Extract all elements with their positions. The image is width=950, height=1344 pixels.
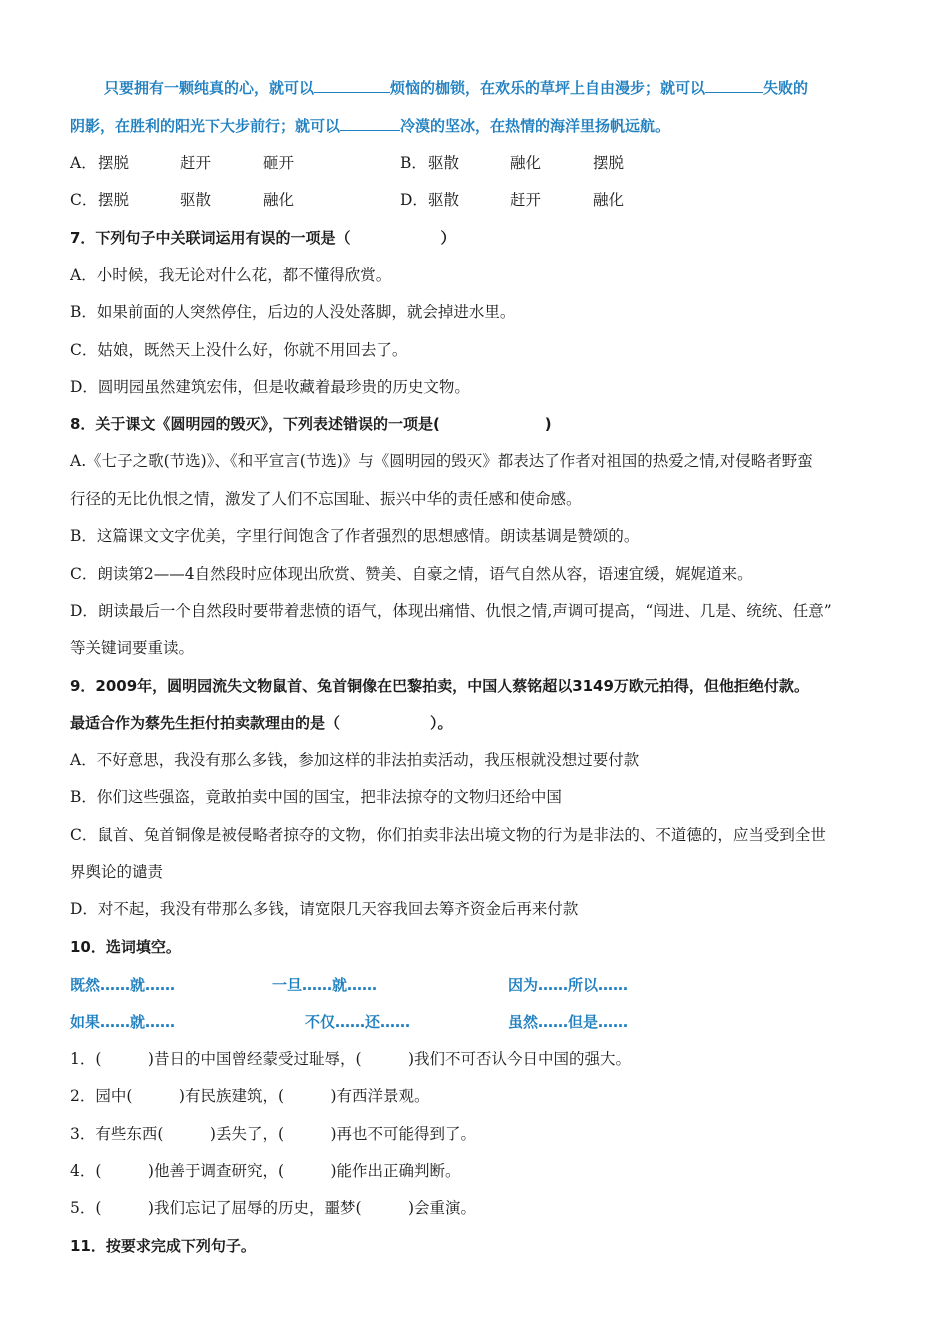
- q8-option-a-line-1: A.《七子之歌(节选)》、《和平宣言(节选)》与《圆明园的毁灭》都表达了作者对祖国的热爱之情,对侵略者野蛮: [70, 452, 813, 470]
- answer-blank: [314, 78, 390, 93]
- q6-option-c-w2: 驱散: [180, 191, 212, 209]
- q6-option-c-w3: 融化: [263, 191, 295, 209]
- q10-item-4: 4．( )他善于调查研究，( )能作出正确判断。: [70, 1162, 461, 1180]
- connector-3: 因为……所以……: [508, 976, 629, 994]
- q10-item-2: 2．园中( )有民族建筑，( )有西洋景观。: [70, 1087, 430, 1105]
- q6-option-b-w1: 驱散: [428, 154, 460, 172]
- answer-blank: [705, 78, 763, 93]
- q8-option-d-line-1: D．朗读最后一个自然段时要带着悲愤的语气，体现出痛惜、仇恨之情,声调可提高，“闯进、几是、统统、任意”: [70, 602, 832, 620]
- q6-option-a-label: A．: [70, 154, 97, 172]
- q6-option-d-w2: 赶开: [510, 191, 542, 209]
- q7-option-b: B．如果前面的人突然停住，后边的人没处落脚，就会掉进水里。: [70, 303, 516, 321]
- q8-option-d-line-2: 等关键词要重读。: [70, 639, 195, 657]
- q6-option-a-w3: 砸开: [263, 154, 295, 172]
- q6-option-a-w1: 摆脱: [98, 154, 130, 172]
- q9-option-a: A．不好意思，我没有那么多钱，参加这样的非法拍卖活动，我压根就没想过要付款: [70, 751, 640, 769]
- q9-stem-line-1: 9．2009年，圆明园流失文物鼠首、兔首铜像在巴黎拍卖，中国人蔡铭超以3149万欧元拍得，但他拒绝付款。: [70, 677, 809, 695]
- connector-5: 不仅……还……: [305, 1013, 411, 1031]
- q7-option-a: A．小时候，我无论对什么花，都不懂得欣赏。: [70, 266, 392, 284]
- q6-option-b-w2: 融化: [510, 154, 542, 172]
- q9-option-d: D．对不起，我没有带那么多钱，请宽限几天容我回去筹齐资金后再来付款: [70, 900, 579, 918]
- q10-item-5: 5．( )我们忘记了屈辱的历史，噩梦( )会重演。: [70, 1199, 477, 1217]
- q8-option-c: C．朗读第2——4自然段时应体现出欣赏、赞美、自豪之情，语气自然从容，语速宜缓，娓娓道来。: [70, 565, 753, 583]
- q6-option-c-label: C．: [70, 191, 98, 209]
- q8-option-b: B．这篇课文文字优美，字里行间饱含了作者强烈的思想感情。朗读基调是赞颂的。: [70, 527, 640, 545]
- q6-option-d-label: D．: [400, 191, 428, 209]
- q6-passage-line-1: 只要拥有一颗纯真的心，就可以 烦恼的枷锁，在欢乐的草坪上自由漫步；就可以 失败的: [104, 79, 809, 97]
- q11-stem: 11．按要求完成下列句子。: [70, 1237, 256, 1255]
- q10-stem: 10．选词填空。: [70, 938, 181, 956]
- q9-option-c-line-1: C．鼠首、兔首铜像是被侵略者掠夺的文物，你们拍卖非法出境文物的行为是非法的、不道德的，应当受到全世: [70, 826, 826, 844]
- connector-6: 虽然……但是……: [508, 1013, 629, 1031]
- q6-option-d-w1: 驱散: [428, 191, 460, 209]
- q7-option-c: C．姑娘，既然天上没什么好，你就不用回去了。: [70, 341, 408, 359]
- connector-1: 既然……就……: [70, 976, 176, 994]
- connector-2: 一旦……就……: [272, 976, 378, 994]
- q7-stem: 7．下列句子中关联词运用有误的一项是（ ）: [70, 229, 456, 247]
- q6-passage-line-2: 阴影，在胜利的阳光下大步前行；就可以 冷漠的坚冰，在热情的海洋里扬帆远航。: [70, 117, 671, 135]
- q10-item-1: 1．( )昔日的中国曾经蒙受过耻辱，( )我们不可否认今日中国的强大。: [70, 1050, 632, 1068]
- q10-item-3: 3．有些东西( )丢失了，( )再也不可能得到了。: [70, 1125, 477, 1143]
- q9-option-c-line-2: 界舆论的谴责: [70, 863, 164, 881]
- q9-stem-line-2: 最适合作为蔡先生拒付拍卖款理由的是（ ）。: [70, 714, 453, 732]
- connector-4: 如果……就……: [70, 1013, 176, 1031]
- q8-stem: 8．关于课文《圆明园的毁灭》，下列表述错误的一项是( ): [70, 415, 552, 433]
- q9-option-b: B．你们这些强盗，竟敢拍卖中国的国宝，把非法掠夺的文物归还给中国: [70, 788, 562, 806]
- q6-option-b-label: B．: [400, 154, 427, 172]
- q6-option-b-w3: 摆脱: [593, 154, 625, 172]
- q6-option-a-w2: 赶开: [180, 154, 212, 172]
- q7-option-d: D．圆明园虽然建筑宏伟，但是收藏着最珍贵的历史文物。: [70, 378, 470, 396]
- q6-option-c-w1: 摆脱: [98, 191, 130, 209]
- q6-option-d-w3: 融化: [593, 191, 625, 209]
- answer-blank: [340, 116, 400, 131]
- q8-option-a-line-2: 行径的无比仇恨之情，激发了人们不忘国耻、振兴中华的责任感和使命感。: [70, 490, 582, 508]
